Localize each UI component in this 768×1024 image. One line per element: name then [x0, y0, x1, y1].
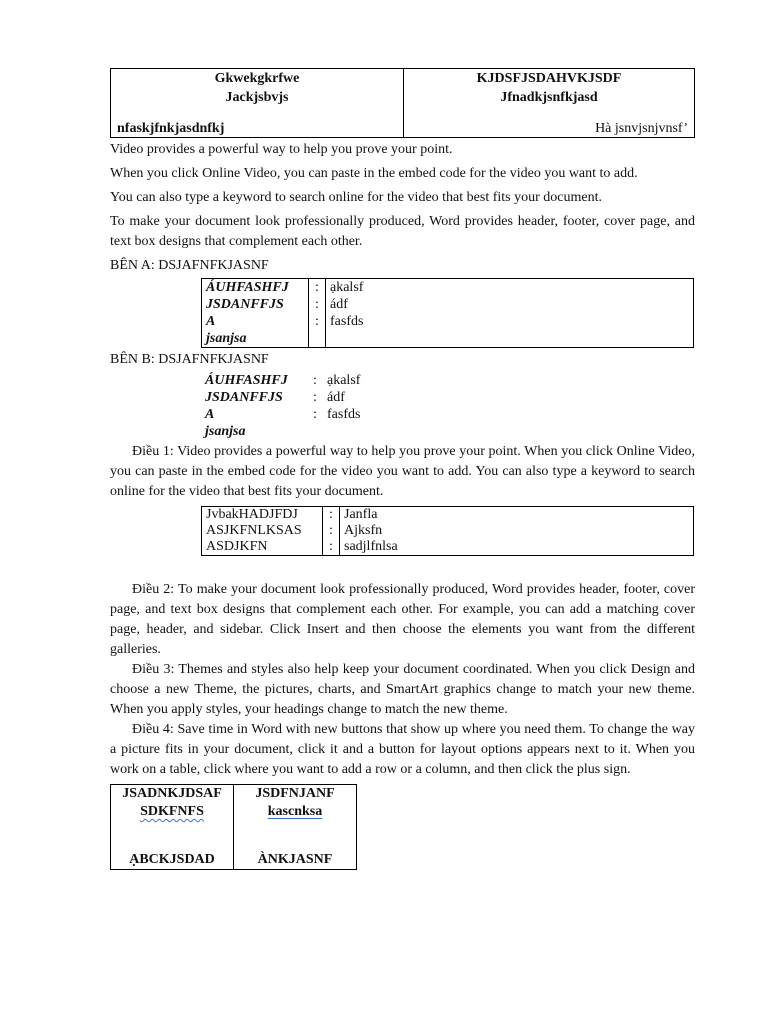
- signature-right-line2: kascnksa: [267, 804, 323, 819]
- party-b-value: ạkalsf: [327, 373, 361, 388]
- header-right-cell: [404, 69, 695, 138]
- document-page: [110, 68, 695, 870]
- article-4: Điều 4: Save time in Word with new buttons that show up where you need them. To change the way a picture fits in your document, click it and a button for layout options appears next to it. When you work on a table, click where you want to add a row or a column, and then click the plus sign.: [110, 722, 695, 777]
- signature-left-line2: SDKFNFS: [140, 804, 204, 819]
- article-1: Điều 1: Video provides a powerful way to help you prove your point. When you click Online Video, you can paste in the embed code for the video you want to add. You can also type a keyword to search online for the video that best fits your document.: [110, 444, 695, 499]
- party-b-key: jsanjsa: [205, 424, 246, 439]
- party-a-sep: :: [309, 296, 326, 313]
- table-row: [202, 279, 694, 297]
- signature-left-cell: [111, 785, 234, 870]
- header-table: [110, 68, 695, 138]
- info-sep: :: [323, 539, 340, 556]
- party-b-key: ÁUHFASHFJ: [205, 373, 288, 388]
- party-b-value: [323, 423, 694, 440]
- info-key: JvbakHADJFDJ: [202, 507, 323, 524]
- signature-right-bottom: ÀNKJASNF: [257, 852, 333, 867]
- party-a-key: JSDANFFJS: [202, 296, 309, 313]
- table-row: [201, 423, 694, 440]
- party-a-sep: :: [309, 313, 326, 330]
- table-row: [202, 507, 694, 524]
- party-a-heading: BÊN A: DSJAFNFKJASNF: [110, 258, 269, 273]
- header-left-line2: Jackjsbvjs: [225, 90, 289, 105]
- header-right-bottom: Hà jsnvjsnjvnsf’: [595, 121, 688, 136]
- article-3: Điều 3: Themes and styles also help keep your document coordinated. When you click Design and choose a new Theme, the pictures, charts, and SmartArt graphics change to match your new theme. When you apply styles, your headings change to match the new theme.: [110, 662, 695, 717]
- info-value: Ajksfn: [344, 523, 383, 538]
- signature-left-line1: JSADNKJDSAF: [122, 786, 222, 801]
- intro-paragraph-3: You can also type a keyword to search online for the video that best fits your document.: [110, 190, 602, 205]
- table-row: [202, 523, 694, 539]
- info-key: ASJKFNLKSAS: [202, 523, 323, 539]
- info-value: Janfla: [344, 507, 378, 522]
- table-row: [201, 389, 694, 406]
- signature-right-cell: [234, 785, 357, 870]
- party-b-sep: :: [313, 407, 317, 422]
- table-row: [202, 539, 694, 556]
- info-table: [201, 506, 694, 556]
- intro-paragraph-4: To make your document look professionally produced, Word provides header, footer, cover page, and text box designs that complement each other.: [110, 214, 695, 249]
- party-b-table: [201, 372, 694, 440]
- party-b-key: JSDANFFJS: [205, 390, 283, 405]
- signature-right-line1: JSDFNJANF: [255, 786, 335, 801]
- table-row: [202, 296, 694, 313]
- intro-paragraph-1: Video provides a powerful way to help you prove your point.: [110, 142, 453, 157]
- party-a-key: A: [202, 313, 309, 330]
- party-b-value: ádf: [327, 390, 345, 405]
- party-a-value: fasfds: [330, 314, 364, 329]
- header-left-bottom: nfaskjfnkjasdnfkj: [117, 121, 225, 136]
- party-a-value: [326, 330, 694, 348]
- article-2: Điều 2: To make your document look professionally produced, Word provides header, footer, cover page, and text box designs that complement each other. For example, you can add a matching cover page, header, and sidebar. Click Insert and then choose the elements you want from the different galleries.: [110, 582, 695, 657]
- party-a-value: ádf: [330, 297, 348, 312]
- info-value: sadjlfnlsa: [344, 539, 398, 554]
- table-row: [202, 330, 694, 348]
- intro-paragraph-2: When you click Online Video, you can paste in the embed code for the video you want to add.: [110, 166, 638, 181]
- party-b-sep: :: [313, 373, 317, 388]
- header-left-cell: [111, 69, 404, 138]
- party-a-sep: :: [309, 279, 326, 297]
- signature-table: [110, 784, 357, 870]
- header-right-line1: KJDSFJSDAHVKJSDF: [476, 71, 622, 86]
- table-row: [201, 372, 694, 389]
- party-b-sep: :: [313, 390, 317, 405]
- party-b-key: A: [205, 407, 215, 422]
- header-left-line1: Gkwekgkrfwe: [214, 71, 300, 86]
- party-a-table: [201, 278, 694, 348]
- table-row: [201, 406, 694, 423]
- party-b-sep: [307, 423, 323, 440]
- party-b-value: fasfds: [327, 407, 361, 422]
- info-sep: :: [323, 523, 340, 539]
- header-right-line2: Jfnadkjsnfkjasd: [500, 90, 598, 105]
- signature-left-bottom: ẠBCKJSDAD: [129, 852, 215, 867]
- info-key: ASDJKFN: [202, 539, 323, 556]
- party-a-sep: [309, 330, 326, 348]
- party-a-value: ạkalsf: [330, 280, 364, 295]
- party-a-key: ÁUHFASHFJ: [202, 279, 309, 297]
- info-sep: :: [323, 507, 340, 524]
- party-b-heading: BÊN B: DSJAFNFKJASNF: [110, 352, 269, 367]
- party-a-key: jsanjsa: [202, 330, 309, 348]
- table-row: [202, 313, 694, 330]
